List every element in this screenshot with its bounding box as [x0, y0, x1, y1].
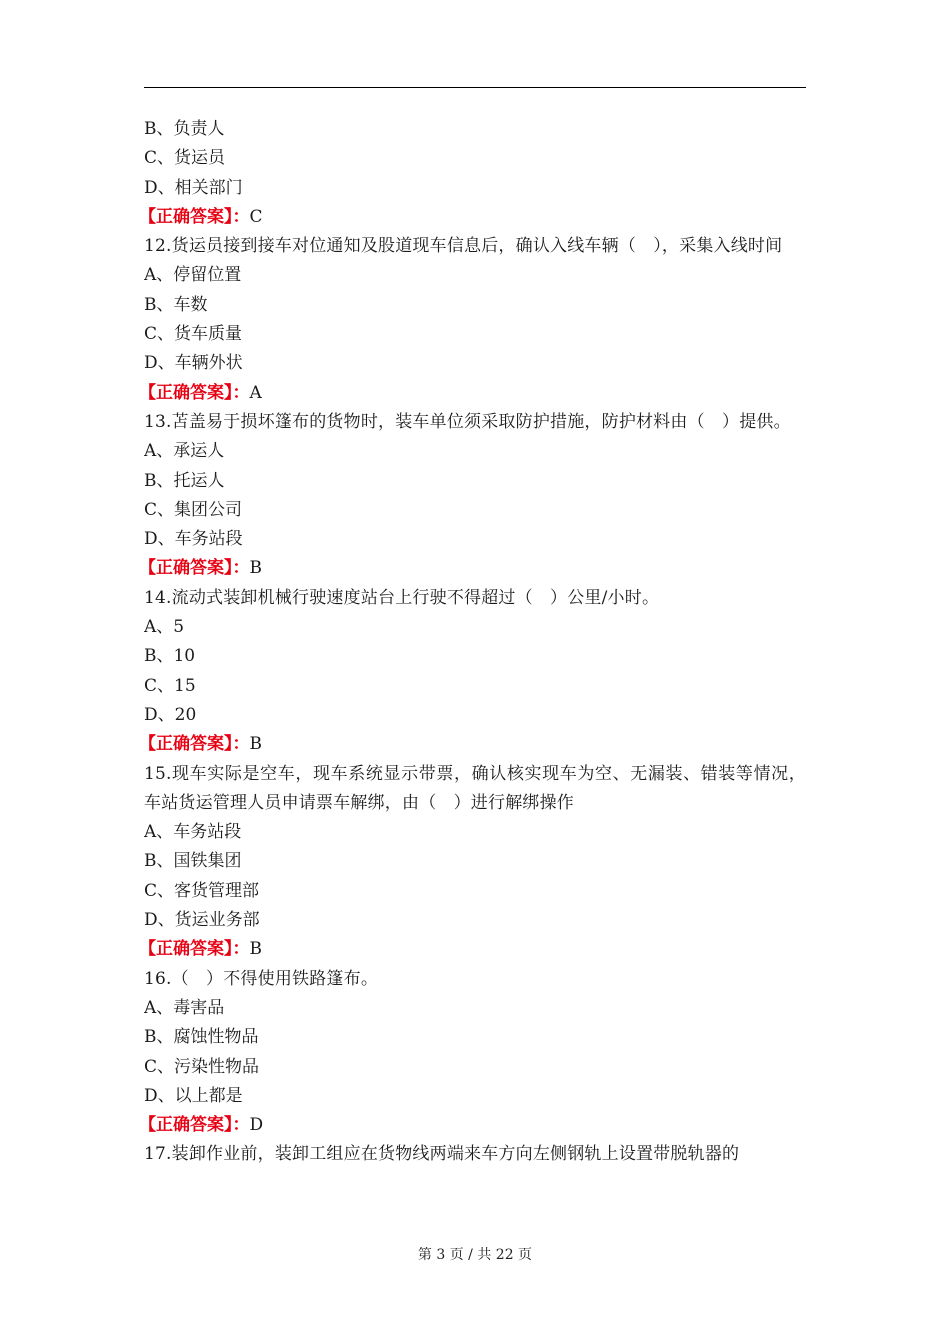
answer-value: B — [249, 734, 262, 755]
option-text: B、车数 — [144, 294, 208, 315]
option-text: C、集团公司 — [144, 499, 243, 520]
header-rule — [144, 87, 806, 88]
option-text: C、客货管理部 — [144, 880, 260, 901]
option-text: C、货车质量 — [144, 324, 243, 345]
question-text: 17.装卸作业前，装卸工组应在货物线两端来车方向左侧钢轨上设置带脱轨器的 — [144, 1144, 740, 1165]
option-text: A、5 — [144, 617, 185, 638]
answer-value: D — [249, 1115, 264, 1136]
answer-line — [139, 379, 806, 408]
answer-value: A — [249, 382, 262, 403]
option-text: D、20 — [144, 704, 197, 725]
answer-line — [139, 935, 806, 964]
option-text: D、相关部门 — [144, 177, 243, 198]
answer-value: B — [249, 558, 262, 579]
option-text: C、污染性物品 — [144, 1056, 260, 1077]
answer-line — [139, 554, 806, 583]
option-text: D、车务站段 — [144, 529, 243, 550]
answer-label: 【正确答案】： — [139, 382, 250, 403]
answer-label: 【正确答案】： — [139, 734, 250, 755]
answer-label: 【正确答案】： — [139, 558, 250, 579]
question-text: 15.现车实际是空车，现车系统显示带票，确认核实现车为空、无漏装、错装等情况，车站货运管理人员申请票车解绑，由（ ）进行解绑操作 — [144, 763, 806, 813]
option-text: D、货运业务部 — [144, 910, 260, 931]
answer-label: 【正确答案】： — [139, 206, 250, 227]
answer-value: B — [249, 939, 262, 960]
question-text: 13.苫盖易于损坏篷布的货物时，装车单位须采取防护措施，防护材料由（ ）提供。 — [144, 411, 791, 432]
option-text: C、货运员 — [144, 148, 226, 169]
option-text: A、停留位置 — [144, 265, 242, 286]
option-text: D、以上都是 — [144, 1085, 243, 1106]
answer-value: C — [249, 206, 263, 227]
option-text: B、托运人 — [144, 470, 225, 491]
option-text: B、腐蚀性物品 — [144, 1027, 259, 1048]
page-footer: 第 3 页 / 共 22 页 — [417, 1247, 533, 1263]
option-text: B、负责人 — [144, 119, 225, 139]
question-text: 12.货运员接到接车对位通知及股道现车信息后，确认入线车辆（ ），采集入线时间 — [144, 236, 783, 257]
option-text: A、承运人 — [144, 441, 225, 462]
option-text: A、车务站段 — [144, 822, 242, 843]
option-text: A、毒害品 — [144, 997, 225, 1018]
option-text: B、国铁集团 — [144, 851, 242, 872]
option-text: C、15 — [144, 675, 196, 696]
answer-label: 【正确答案】： — [139, 939, 250, 960]
question-text: 14.流动式装卸机械行驶速度站台上行驶不得超过（ ）公里/小时。 — [144, 587, 660, 608]
answer-line — [139, 1111, 806, 1140]
answer-label: 【正确答案】： — [139, 1115, 250, 1136]
answer-line — [139, 203, 806, 232]
answer-line — [139, 730, 806, 759]
option-text: D、车辆外状 — [144, 353, 243, 374]
option-text: B、10 — [144, 646, 196, 667]
question-list — [139, 115, 806, 1170]
question-text: 16.（ ）不得使用铁路篷布。 — [144, 968, 379, 989]
